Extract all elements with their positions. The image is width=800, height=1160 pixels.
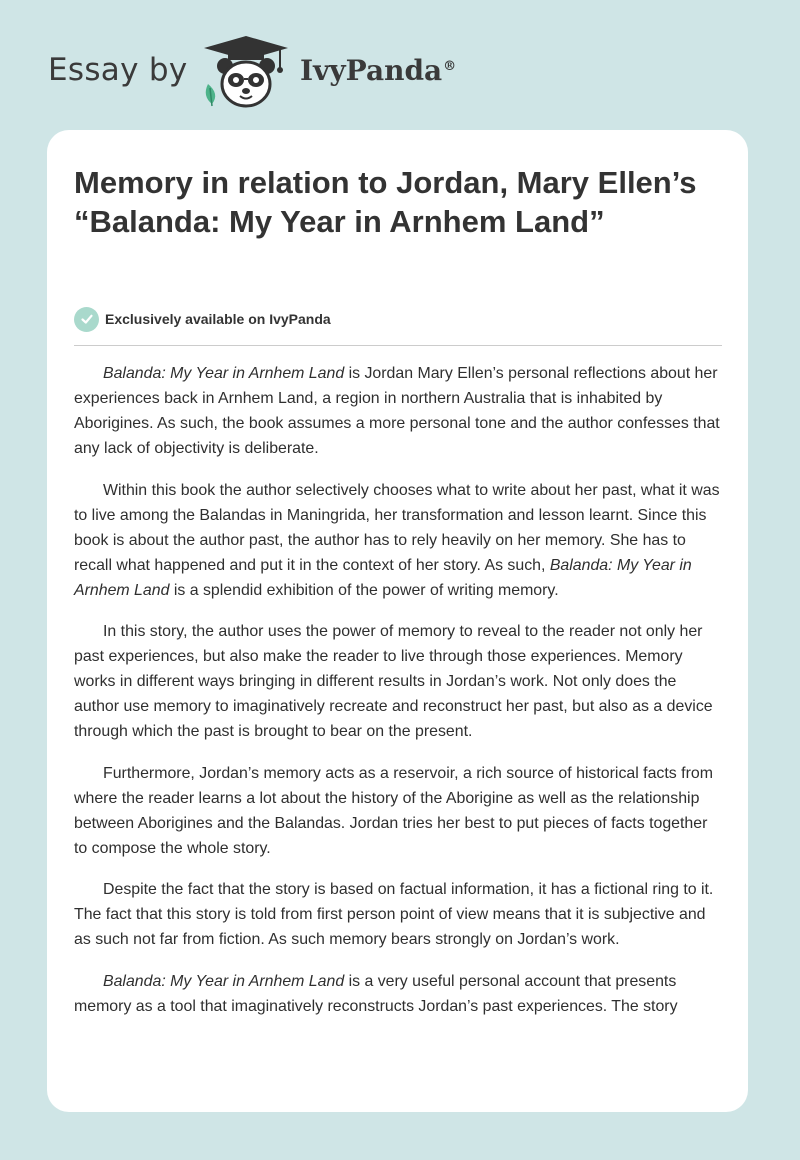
essay-card bbox=[47, 130, 748, 1112]
paragraph: In this story, the author uses the power of memory to reveal to the reader not only her past experiences, but also make the reader to live through those experiences. Memory works in different ways bringing in different results in Jordan’s work. Not only does the author use memory to imaginatively recreate and reconstruct her past, but also as a device through which the past is brought to bear on the present. bbox=[74, 623, 713, 740]
essay-title: Memory in relation to Jordan, Mary Ellen’s “Balanda: My Year in Arnhem Land” bbox=[74, 165, 697, 239]
book-title: Balanda: My Year in Arnhem Land bbox=[103, 365, 345, 382]
paragraph: Furthermore, Jordan’s memory acts as a reservoir, a rich source of historical facts from where the reader learns a lot about the history of the Aborigine as well as the relationship between Aborigines and the Balandas. Jordan tries her best to put pieces of facts together to compose the whole story. bbox=[74, 764, 713, 857]
exclusive-badge bbox=[74, 306, 331, 332]
check-circle-icon bbox=[74, 307, 99, 332]
paragraph: Balanda: My Year in Arnhem Land is Jordan Mary Ellen’s personal reflections about her experiences back in Arnhem Land, a region in northern Australia that is inhabited by Aborigines. As such, the book assumes a more personal tone and the author confesses that any lack of objectivity is deliberate. bbox=[74, 365, 720, 457]
paragraph: Despite the fact that the story is based on factual information, it has a fictional ring to it. The fact that this story is told from first person point of view means that it is subjective and as such not far from fiction. As such memory bears strongly on Jordan’s work. bbox=[74, 881, 714, 948]
panda-graduate-logo-icon[interactable] bbox=[200, 34, 292, 110]
paragraph: Within this book the author selectively chooses what to write about her past, what it was to live among the Balandas in Maningrida, her transformation and lesson learnt. Since this book is about the author past, the author has to rely heavily on her memory. She has to recall what happened and put it in the context of her story. As such, Balanda: My Year in Arnhem Land is a splendid exhibition of the power of writing memory. bbox=[74, 481, 720, 599]
paragraph: Balanda: My Year in Arnhem Land is a very useful personal account that presents memory as a tool that imaginatively reconstructs Jordan’s past experiences. The story bbox=[74, 972, 678, 1015]
book-title: Balanda: My Year in Arnhem Land bbox=[74, 556, 692, 599]
brand-name[interactable]: IvyPanda® bbox=[300, 54, 457, 87]
book-title: Balanda: My Year in Arnhem Land bbox=[103, 972, 345, 990]
site-header bbox=[48, 34, 748, 114]
divider bbox=[74, 345, 722, 346]
registered-mark: ® bbox=[443, 58, 457, 74]
essay-body bbox=[74, 361, 724, 1035]
badge-text: Exclusively available on IvyPanda bbox=[105, 311, 331, 327]
essay-by-label: Essay by bbox=[48, 52, 188, 88]
